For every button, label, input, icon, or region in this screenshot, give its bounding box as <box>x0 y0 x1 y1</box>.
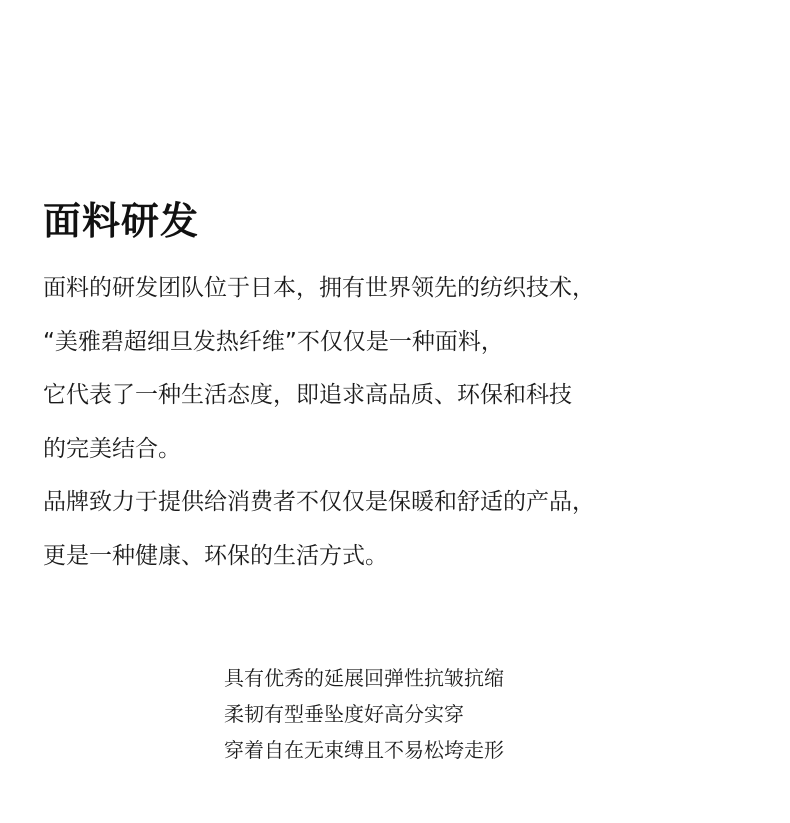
intro-line-1: 面料的研发团队位于日本，拥有世界领先的纺织技术， <box>43 275 595 301</box>
intro-line-4: 的完美结合。 <box>43 435 181 462</box>
intro-line-2: “美雅碧超细旦发热纤维”不仅仅是一种面料， <box>43 328 504 355</box>
feature-item-stretch: 具有优秀的延展回弹性抗皱抗缩 <box>224 666 504 690</box>
intro-line-3: 它代表了一种生活态度，即追求高品质、环保和科技 <box>43 382 572 408</box>
feature-list <box>224 660 724 768</box>
feature-item-drape: 柔韧有型垂坠度好高分实穿 <box>224 702 464 726</box>
feature-item-comfort: 穿着自在无束缚且不易松垮走形 <box>224 738 504 762</box>
intro-paragraph <box>43 262 763 583</box>
page-title: 面料研发 <box>43 199 200 244</box>
intro-line-6: 更是一种健康、环保的生活方式。 <box>43 542 388 569</box>
intro-line-5: 品牌致力于提供给消费者不仅仅是保暖和舒适的产品， <box>43 489 595 515</box>
